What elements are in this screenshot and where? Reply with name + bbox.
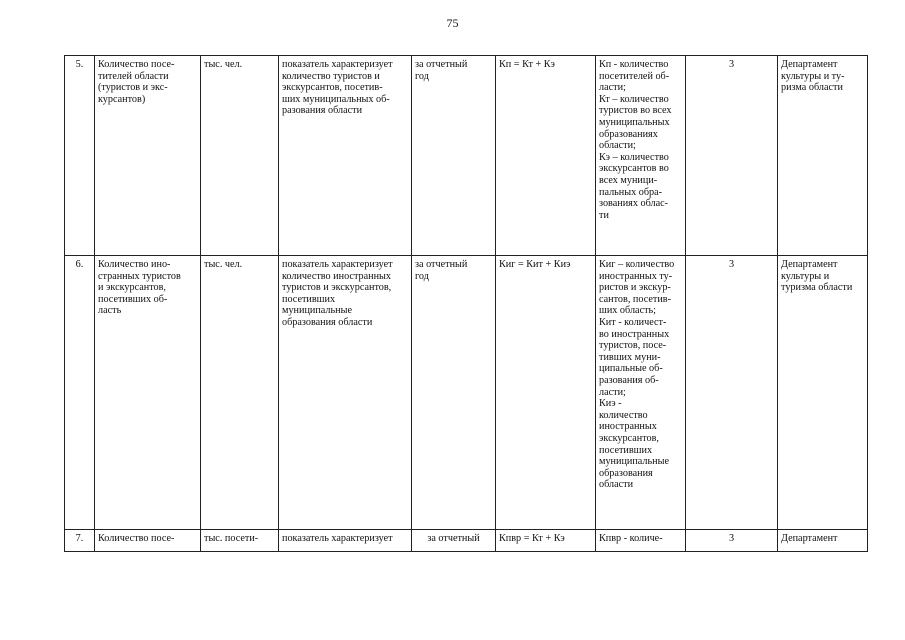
- row-number: 6.: [65, 256, 95, 530]
- table-row: [65, 56, 868, 256]
- formula-cell: Киг = Кит + Киэ: [496, 256, 596, 530]
- row-number: 5.: [65, 56, 95, 256]
- legend-cell: Кпвр - количе-: [596, 530, 686, 552]
- responsible-cell: Департамент культуры и ту- ризма области: [778, 56, 868, 256]
- legend-cell: Киг – количество иностранных ту- ристов и экскур- сантов, посетив- ших область; Кит - количест- во иностранных туристов, посе- тивших муни- ципальные об- разования об- ласти; Киэ - количество иностранных экскурсантов, посетивших муниципальные образования области: [596, 256, 686, 530]
- period-cell: за отчетный год: [412, 256, 496, 530]
- description-cell: показатель характеризует количество иностранных туристов и экскурсантов, посетивших муниципальные образования области: [279, 256, 412, 530]
- formula-cell: Кпвр = Кт + Кэ: [496, 530, 596, 552]
- page-number: 75: [446, 16, 459, 30]
- responsible-cell: Департамент: [778, 530, 868, 552]
- row-number: 7.: [65, 530, 95, 552]
- table-row: [65, 256, 868, 530]
- unit-cell: тыс. чел.: [201, 256, 279, 530]
- indicator-name: Количество посе-: [95, 530, 201, 552]
- description-cell: показатель характеризует: [279, 530, 412, 552]
- indicator-name: Количество посе- тителей области (туристов и экс- курсантов): [95, 56, 201, 256]
- indicators-table: [64, 55, 868, 552]
- code-cell: 3: [686, 530, 778, 552]
- description-cell: показатель характеризует количество туристов и экскурсантов, посетив- ших муниципальных об- разования области: [279, 56, 412, 256]
- unit-cell: тыс. посети-: [201, 530, 279, 552]
- formula-cell: Кп = Кт + Кэ: [496, 56, 596, 256]
- indicator-name: Количество ино- странных туристов и экскурсантов, посетивших об- ласть: [95, 256, 201, 530]
- period-cell: за отчетный год: [412, 56, 496, 256]
- unit-cell: тыс. чел.: [201, 56, 279, 256]
- table-row: [65, 530, 868, 552]
- responsible-cell: Департамент культуры и туризма области: [778, 256, 868, 530]
- code-cell: 3: [686, 256, 778, 530]
- code-cell: 3: [686, 56, 778, 256]
- legend-cell: Кп - количество посетителей об- ласти; Кт – количество туристов во всех муниципальных образованиях области; Кэ – количество экскурсантов во всех муници- пальных обра- зованиях облас- ти: [596, 56, 686, 256]
- period-cell: за отчетный: [412, 530, 496, 552]
